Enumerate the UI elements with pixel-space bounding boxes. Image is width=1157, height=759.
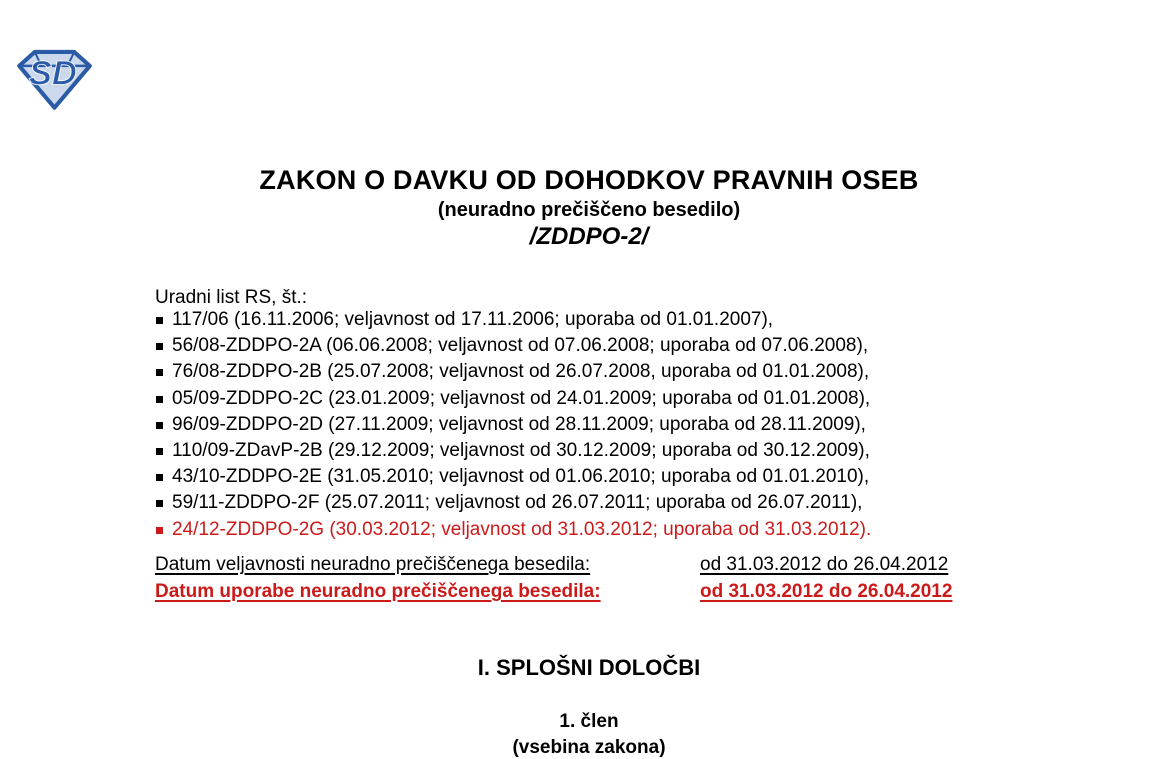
document-title: ZAKON O DAVKU OD DOHODKOV PRAVNIH OSEB xyxy=(259,165,919,195)
bullet-square-icon xyxy=(156,448,163,455)
bullet-square-icon xyxy=(156,500,163,507)
gazette-list xyxy=(155,307,871,543)
gazette-item xyxy=(155,438,871,464)
gazette-item xyxy=(155,333,871,359)
validity-value: od 31.03.2012 do 26.04.2012 xyxy=(700,554,949,575)
bullet-square-icon xyxy=(156,474,163,481)
chapter-heading: I. SPLOŠNI DOLOČBI xyxy=(477,655,701,680)
document-short-code: /ZDDPO-2/ xyxy=(529,223,649,250)
gazette-item xyxy=(155,412,871,438)
gazette-item-text: 43/10-ZDDPO-2E (31.05.2010; veljavnost od 01.06.2010; uporaba od 01.01.2010), xyxy=(172,466,870,488)
validity-row-uporaba xyxy=(155,578,1023,605)
bullet-square-icon xyxy=(156,422,163,429)
gazette-item xyxy=(155,307,871,333)
validity-row-veljavnost xyxy=(155,551,1023,578)
gazette-item-text: 96/09-ZDDPO-2D (27.11.2009; veljavnost od 28.11.2009; uporaba od 28.11.2009), xyxy=(172,413,866,435)
article-subtitle-clipped: (vsebina zakona) xyxy=(512,737,666,758)
sd-diamond-logo xyxy=(13,47,96,111)
validity-value: od 31.03.2012 do 26.04.2012 xyxy=(700,581,953,602)
gazette-item xyxy=(155,490,871,516)
bullet-square-icon xyxy=(156,369,163,376)
gazette-item xyxy=(155,386,871,412)
gazette-item-highlighted xyxy=(155,517,871,543)
gazette-item-text: 24/12-ZDDPO-2G (30.03.2012; veljavnost od 31.03.2012; uporaba od 31.03.2012). xyxy=(172,518,872,540)
gazette-item-text: 59/11-ZDDPO-2F (25.07.2011; veljavnost od 26.07.2011; uporaba od 26.07.2011), xyxy=(172,492,863,514)
bullet-square-icon xyxy=(156,317,163,324)
logo-letters: SD xyxy=(28,54,77,93)
gazette-intro: Uradni list RS, št.: xyxy=(155,287,308,308)
validity-label: Datum uporabe neuradno prečiščenega besedila: xyxy=(155,581,601,602)
validity-block xyxy=(155,551,1023,605)
gazette-item-text: 76/08-ZDDPO-2B (25.07.2008; veljavnost od 26.07.2008, uporaba od 01.01.2008), xyxy=(172,361,870,383)
document-content xyxy=(155,0,1023,758)
gazette-item-text: 05/09-ZDDPO-2C (23.01.2009; veljavnost od 24.01.2009; uporaba od 01.01.2008), xyxy=(172,387,871,409)
validity-label: Datum veljavnosti neuradno prečiščenega besedila: xyxy=(155,554,591,575)
gazette-item-text: 110/09-ZDavP-2B (29.12.2009; veljavnost od 30.12.2009; uporaba od 30.12.2009), xyxy=(172,439,870,461)
bullet-square-icon xyxy=(156,527,163,534)
gazette-item xyxy=(155,359,871,385)
document-subtitle: (neuradno prečiščeno besedilo) xyxy=(437,199,741,221)
bullet-square-icon xyxy=(156,343,163,350)
gazette-item xyxy=(155,464,871,490)
gazette-item-text: 117/06 (16.11.2006; veljavnost od 17.11.2006; uporaba od 01.01.2007), xyxy=(172,309,774,330)
bullet-square-icon xyxy=(156,396,163,403)
gazette-item-text: 56/08-ZDDPO-2A (06.06.2008; veljavnost od 07.06.2008; uporaba od 07.06.2008), xyxy=(172,335,869,357)
article-heading: 1. člen xyxy=(559,711,619,732)
